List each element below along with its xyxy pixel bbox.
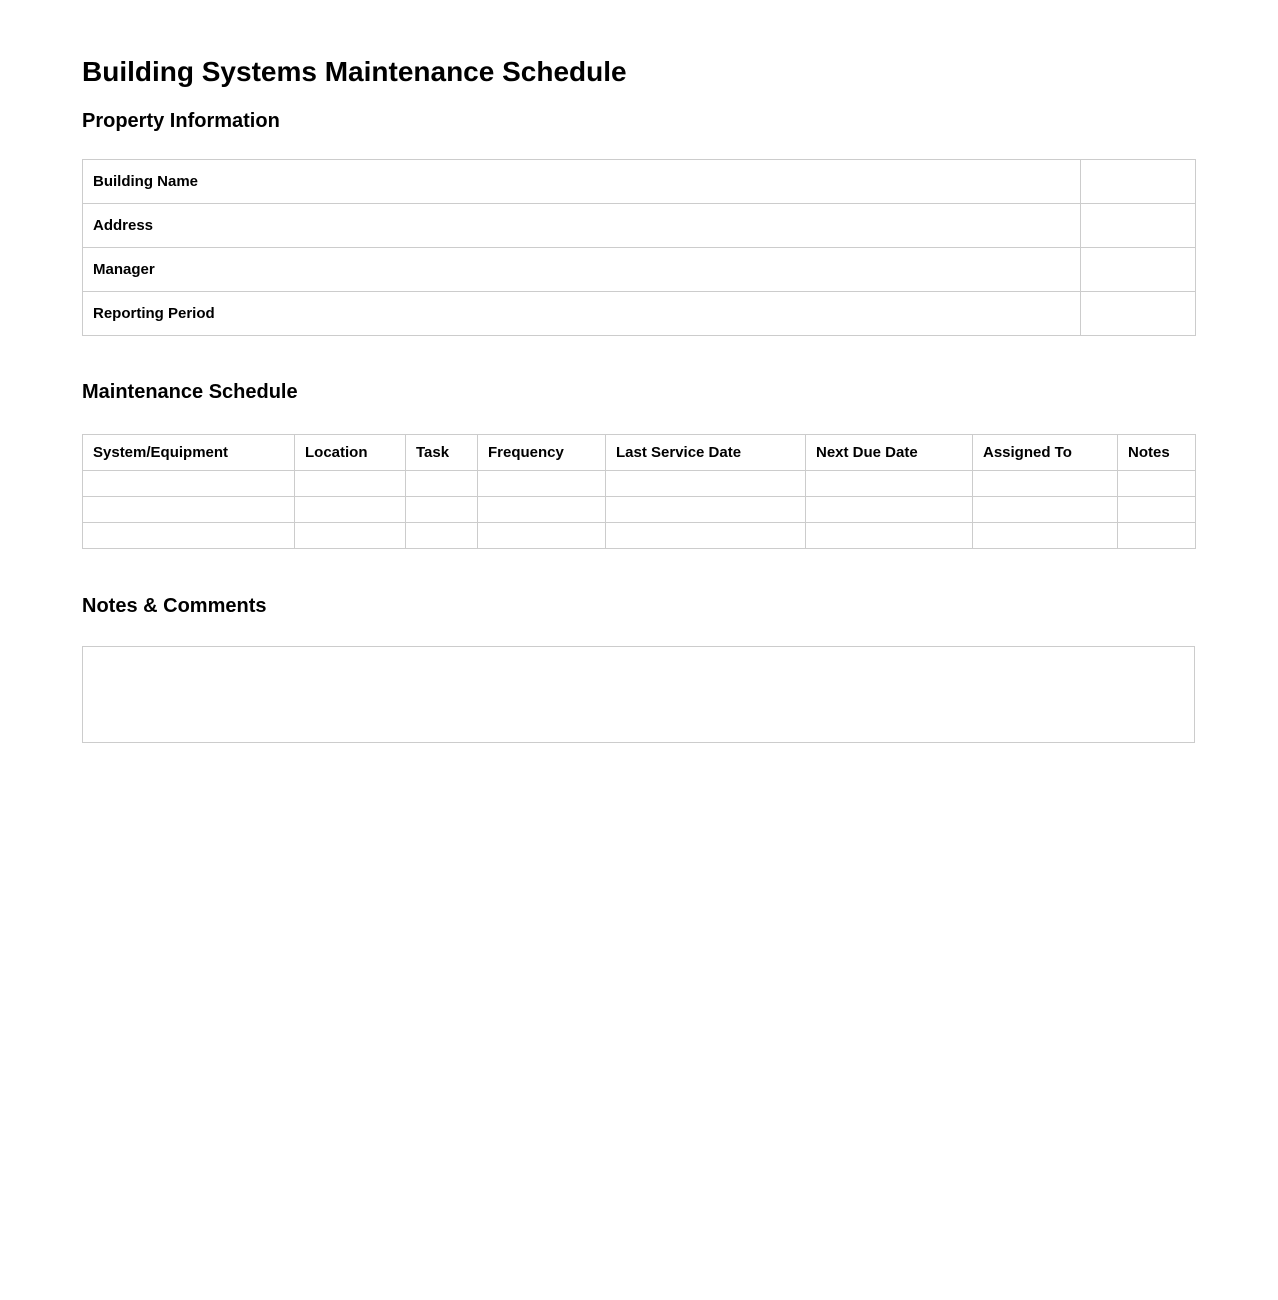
schedule-cell	[806, 496, 973, 522]
page-title: Building Systems Maintenance Schedule	[82, 56, 627, 87]
schedule-cell	[806, 522, 973, 548]
maintenance-schedule-heading: Maintenance Schedule	[82, 380, 298, 403]
schedule-cell	[1118, 496, 1196, 522]
schedule-cell	[406, 522, 478, 548]
table-row	[83, 291, 1196, 335]
schedule-cell	[83, 496, 295, 522]
column-header-task: Task	[406, 434, 478, 470]
table-row	[83, 247, 1196, 291]
schedule-cell	[295, 496, 406, 522]
schedule-cell	[973, 470, 1118, 496]
schedule-cell	[295, 522, 406, 548]
column-header-frequency: Frequency	[478, 434, 606, 470]
schedule-cell	[973, 522, 1118, 548]
table-row	[83, 159, 1196, 203]
schedule-cell	[1118, 470, 1196, 496]
column-header-location: Location	[295, 434, 406, 470]
column-header-system-equipment: System/Equipment	[83, 434, 295, 470]
schedule-cell	[606, 496, 806, 522]
property-label-reporting-period: Reporting Period	[83, 291, 1081, 335]
schedule-cell	[1118, 522, 1196, 548]
schedule-cell	[973, 496, 1118, 522]
table-header-row	[83, 434, 1196, 470]
property-information-table	[82, 159, 1196, 336]
property-label-address: Address	[83, 203, 1081, 247]
schedule-cell	[83, 522, 295, 548]
maintenance-schedule-table	[82, 434, 1196, 549]
property-label-building-name: Building Name	[83, 159, 1081, 203]
schedule-cell	[295, 470, 406, 496]
column-header-notes: Notes	[1118, 434, 1196, 470]
schedule-cell	[806, 470, 973, 496]
notes-comments-heading: Notes & Comments	[82, 594, 267, 617]
property-value-address	[1081, 203, 1196, 247]
schedule-cell	[478, 522, 606, 548]
schedule-cell	[83, 470, 295, 496]
schedule-cell	[406, 470, 478, 496]
schedule-cell	[606, 522, 806, 548]
table-row	[83, 470, 1196, 496]
table-row	[83, 496, 1196, 522]
column-header-next-due-date: Next Due Date	[806, 434, 973, 470]
property-value-building-name	[1081, 159, 1196, 203]
property-value-reporting-period	[1081, 291, 1196, 335]
property-information-heading: Property Information	[82, 109, 280, 132]
notes-comments-box	[82, 646, 1195, 743]
schedule-cell	[406, 496, 478, 522]
property-label-manager: Manager	[83, 247, 1081, 291]
table-row	[83, 522, 1196, 548]
schedule-cell	[606, 470, 806, 496]
column-header-last-service-date: Last Service Date	[606, 434, 806, 470]
schedule-cell	[478, 496, 606, 522]
column-header-assigned-to: Assigned To	[973, 434, 1118, 470]
property-value-manager	[1081, 247, 1196, 291]
table-row	[83, 203, 1196, 247]
schedule-cell	[478, 470, 606, 496]
